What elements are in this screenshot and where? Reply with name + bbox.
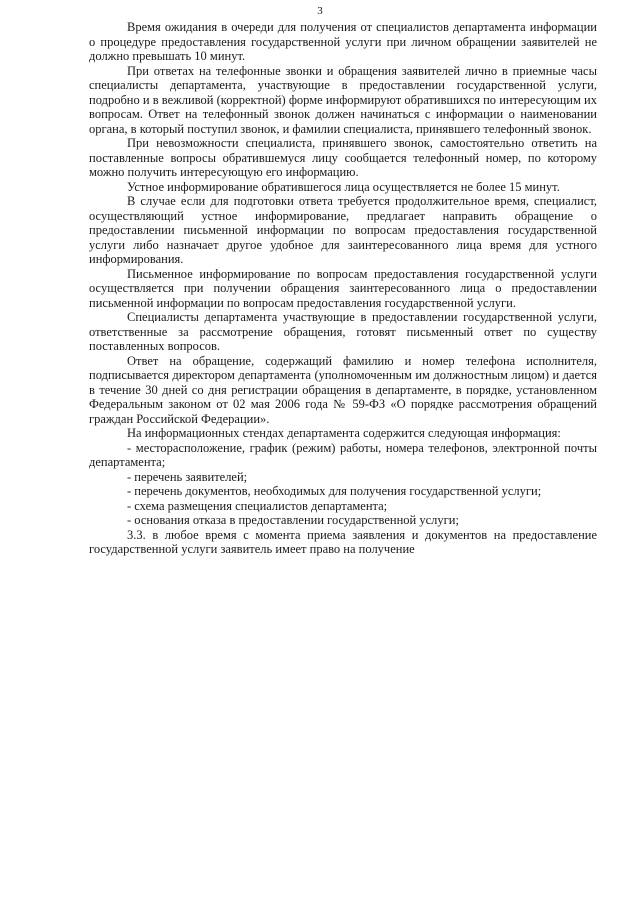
list-item: - основания отказа в предоставлении государственной услуги;: [127, 513, 459, 527]
list-item: - месторасположение, график (режим) работы, номера телефонов, электронной почты департамента;: [89, 440, 597, 469]
list-item: - схема размещения специалистов департамента;: [127, 498, 388, 513]
paragraph-waiting-time: Время ожидания в очереди для получения от специалистов департамента информации о процедуре предоставления государственной услуги при личном обращении заявителей не должно превышать 10 минут.: [89, 20, 597, 63]
paragraph-impossibility: При невозможности специалиста, принявшего звонок, самостоятельно ответить на поставленные вопросы обратившемуся лицу сообщается телефонный номер, по которому можно получить интересующую его информацию.: [89, 136, 597, 179]
paragraph-long-answer: В случае если для подготовки ответа требуется продолжительное время, специалист, осуществляющий устное информирование, предлагает направить обращение о предоставлении письменной информации по вопросам предоставления государственной услуги либо назначает другое удобное для заинтересованного лица время для устного информирования.: [89, 194, 597, 266]
paragraph-specialists: Специалисты департамента участвующие в предоставлении государственной услуги, ответственные за рассмотрение обращения, готовят письменный ответ по существу поставленных вопросов.: [89, 310, 597, 353]
document-body: [89, 20, 597, 557]
list-item: - перечень заявителей;: [127, 469, 248, 484]
page-number: 3: [317, 5, 323, 17]
paragraph-written-info: Письменное информирование по вопросам предоставления государственной услуги осуществляется при получении обращения заинтересованного лица о предоставлении письменной информации по вопросам предоставления государственной услуги.: [89, 266, 597, 310]
paragraph-oral-duration: Устное информирование обратившегося лица осуществляется не более 15 минут.: [127, 179, 560, 194]
paragraph-phone-answers: При ответах на телефонные звонки и обращения заявителей лично в приемные часы специалисты департамента, участвующие в предоставлении государственной услуги, подробно и в вежливой (корректной) форме информируют обратившихся по интересующим их вопросам. Ответ на телефонный звонок должен начинаться с информации о наименовании органа, в который поступил звонок, и фамилии специалиста, принявшего телефонный звонок.: [89, 63, 597, 136]
paragraph-info-stands: На информационных стендах департамента содержится следующая информация:: [127, 426, 561, 440]
list-item: - перечень документов, необходимых для получения государственной услуги;: [127, 484, 542, 498]
paragraph-response: Ответ на обращение, содержащий фамилию и номер телефона исполнителя, подписывается директором департамента (уполномоченным им должностным лицом) и дается в течение 30 дней со дня регистрации обращения в департаменте, в порядке, установленном Федеральным законом от 02 мая 2006 года № 59-ФЗ «О порядке рассмотрения обращений граждан Российской Федерации».: [89, 353, 597, 426]
paragraph-section-3-3: 3.3. в любое время с момента приема заявления и документов на предоставление государственной услуги заявитель имеет право на получение: [89, 527, 597, 556]
